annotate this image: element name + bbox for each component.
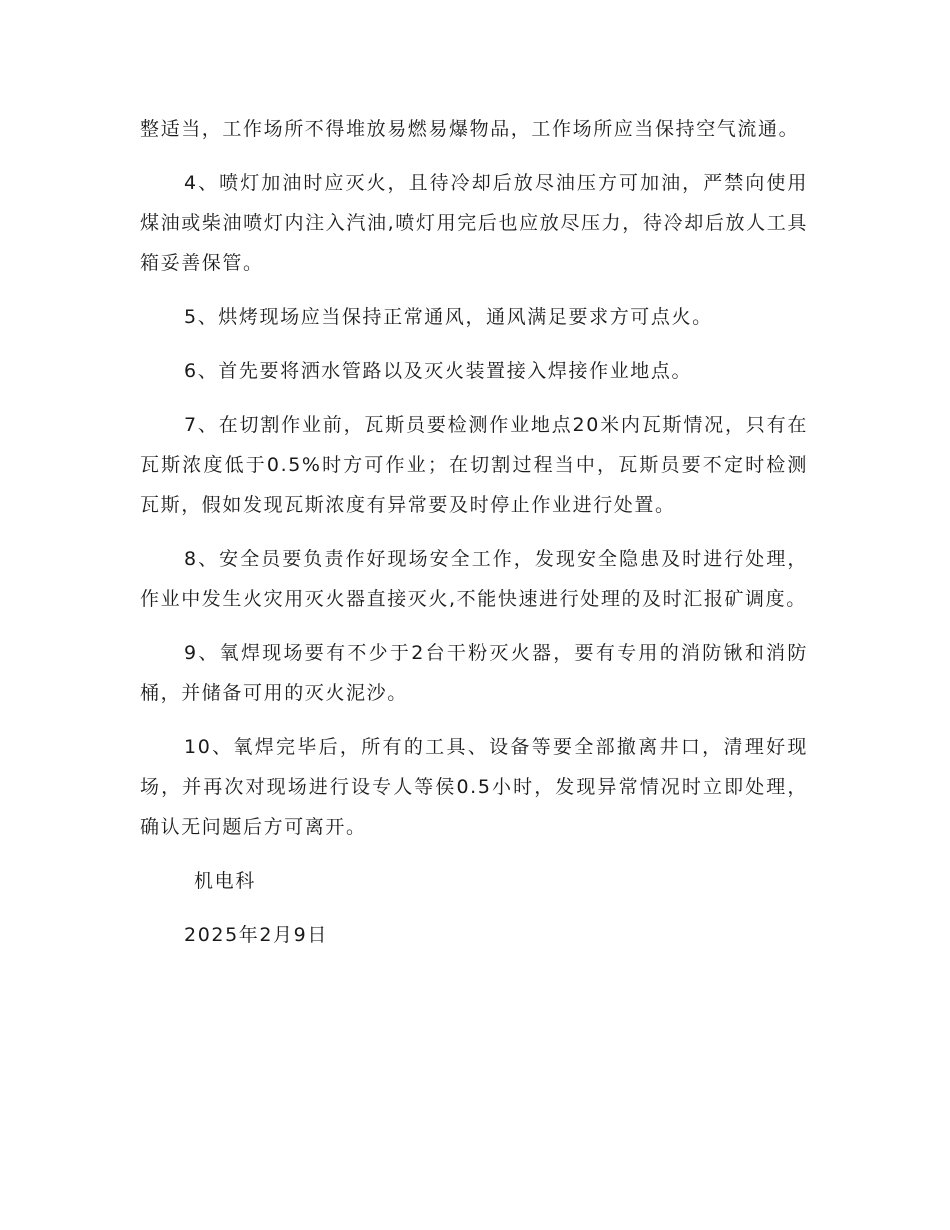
paragraph-item-5: 5、烘烤现场应当保持正常通风，通风满足要求方可点火。 [184, 306, 713, 328]
paragraph-item-6: 6、首先要将洒水管路以及灭火装置接入焊接作业地点。 [184, 360, 693, 382]
paragraph-item-9: 9、氧焊现场要有不少于2台干粉灭火器，要有专用的消防锹和消防桶，并储备可用的灭火泥沙。 [140, 642, 808, 704]
document-body [140, 109, 808, 955]
signature-date: 2025年2月9日 [184, 924, 328, 946]
paragraph-item-8: 8、安全员要负责作好现场安全工作，发现安全隐患及时进行处理，作业中发生火灾用灭火器直接灭火,不能快速进行处理的及时汇报矿调度。 [140, 548, 808, 610]
paragraph-item-4: 4、喷灯加油时应灭火，且待冷却后放尽油压方可加油，严禁向使用煤油或柴油喷灯内注入汽油,喷灯用完后也应放尽压力，待冷却后放人工具箱妥善保管。 [140, 172, 808, 274]
signature-department: 机电科 [194, 870, 256, 892]
paragraph-item-7: 7、在切割作业前，瓦斯员要检测作业地点20米内瓦斯情况，只有在瓦斯浓度低于0.5%时方可作业；在切割过程当中，瓦斯员要不定时检测瓦斯，假如发现瓦斯浓度有异常要及时停止作业进行处置。 [140, 414, 808, 516]
paragraph-item-10: 10、氧焊完毕后，所有的工具、设备等要全部撤离井口，清理好现场，并再次对现场进行设专人等侯0.5小时，发现异常情况时立即处理，确认无问题后方可离开。 [140, 736, 808, 838]
paragraph-continuation: 整适当，工作场所不得堆放易燃易爆物品，工作场所应当保持空气流通。 [140, 118, 800, 140]
